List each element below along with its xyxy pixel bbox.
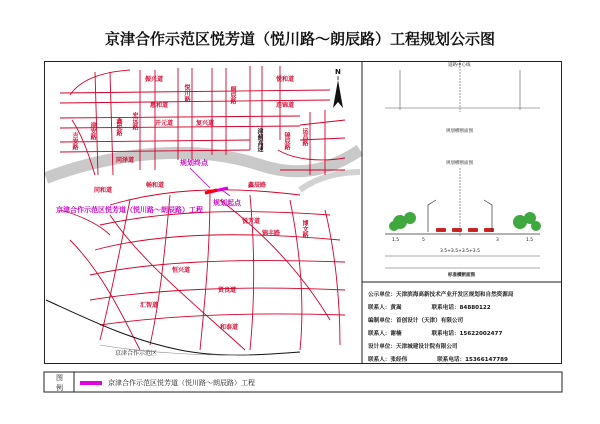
- road-label: 汇智道: [140, 302, 159, 309]
- highway-label: 津蓟高速: [256, 128, 263, 152]
- road-label: 朗辰路: [229, 86, 236, 104]
- info-line: 编制单位：首创设计（天津）有限公司: [368, 318, 464, 324]
- district-label: 京津合作示范区: [115, 350, 158, 357]
- road-label: 复兴道: [196, 120, 215, 127]
- road-label: 悦芳道: [242, 218, 261, 225]
- section-dim: 1.5: [392, 238, 400, 243]
- road-label: 开元道: [155, 120, 174, 127]
- road-label: 惠和道: [150, 102, 169, 109]
- section-dim: 1.5: [526, 238, 534, 243]
- road-label: 鑫辰路: [248, 182, 267, 189]
- road-label: 畅和道: [146, 182, 165, 189]
- legend-swatch: [80, 381, 102, 385]
- legend-item-label: 京津合作示范区悦芳道（悦川路～朗辰路）工程: [108, 379, 255, 387]
- road-label: 锦辰路: [283, 132, 290, 150]
- road-label: 宏远路: [131, 112, 138, 130]
- road-label: 运昌路: [301, 128, 308, 146]
- road-label: 恒兴道: [172, 267, 191, 274]
- legend-title: 例: [56, 384, 63, 392]
- project-label: 京津合作示范区悦芳道（悦川路～朗辰路）工程: [56, 206, 203, 214]
- road-label: 博文路: [301, 220, 308, 238]
- section-top-label: 道路中心线: [448, 63, 471, 68]
- info-line: 联系人：张经伟 联系电话：15366147789: [368, 357, 508, 363]
- section-dim: 5: [422, 238, 425, 243]
- road-label: 悦川路: [183, 84, 190, 102]
- road-label: 悦和道: [276, 76, 295, 83]
- section-caption-mid: 规划横断面图: [446, 161, 473, 166]
- page-title: 京津合作示范区悦芳道（悦川路～朗辰路）工程规划公示图: [104, 30, 495, 48]
- legend-title: 图: [56, 374, 63, 382]
- road-label: 吉安路: [71, 132, 78, 150]
- info-line: 设计单位：天津城建设计院有限公司: [368, 344, 458, 350]
- section-dim: 3.5+3.5+3.5+3.5: [440, 249, 480, 254]
- section-caption-top: 规划横断面图: [446, 129, 473, 134]
- road-label: 鑫悦路: [115, 118, 122, 136]
- start-label: 规划起点: [213, 199, 241, 207]
- info-line: 联系人：谢楠 联系电话：15622002477: [368, 331, 503, 337]
- info-line: 联系人：黄嵩 联系电话：84880122: [368, 305, 491, 311]
- road-label: 同泽道: [116, 157, 135, 164]
- north-label: N: [335, 68, 341, 76]
- road-label: 锦丰路: [262, 230, 281, 237]
- end-label: 规划终点: [180, 159, 208, 167]
- road-label: 津安路: [89, 122, 96, 140]
- section-dim: 3: [496, 238, 499, 243]
- section-caption-bottom: 标准横断面图: [448, 273, 475, 278]
- road-label: 振兴道: [145, 76, 164, 83]
- info-line: 公示单位：天津滨海高新技术产业开发区规划和自然资源局: [368, 292, 514, 298]
- road-label: 贤良道: [218, 287, 237, 294]
- road-label: 同和道: [94, 187, 113, 194]
- road-label: 和泰道: [220, 324, 239, 331]
- road-label: 连锦道: [276, 102, 295, 109]
